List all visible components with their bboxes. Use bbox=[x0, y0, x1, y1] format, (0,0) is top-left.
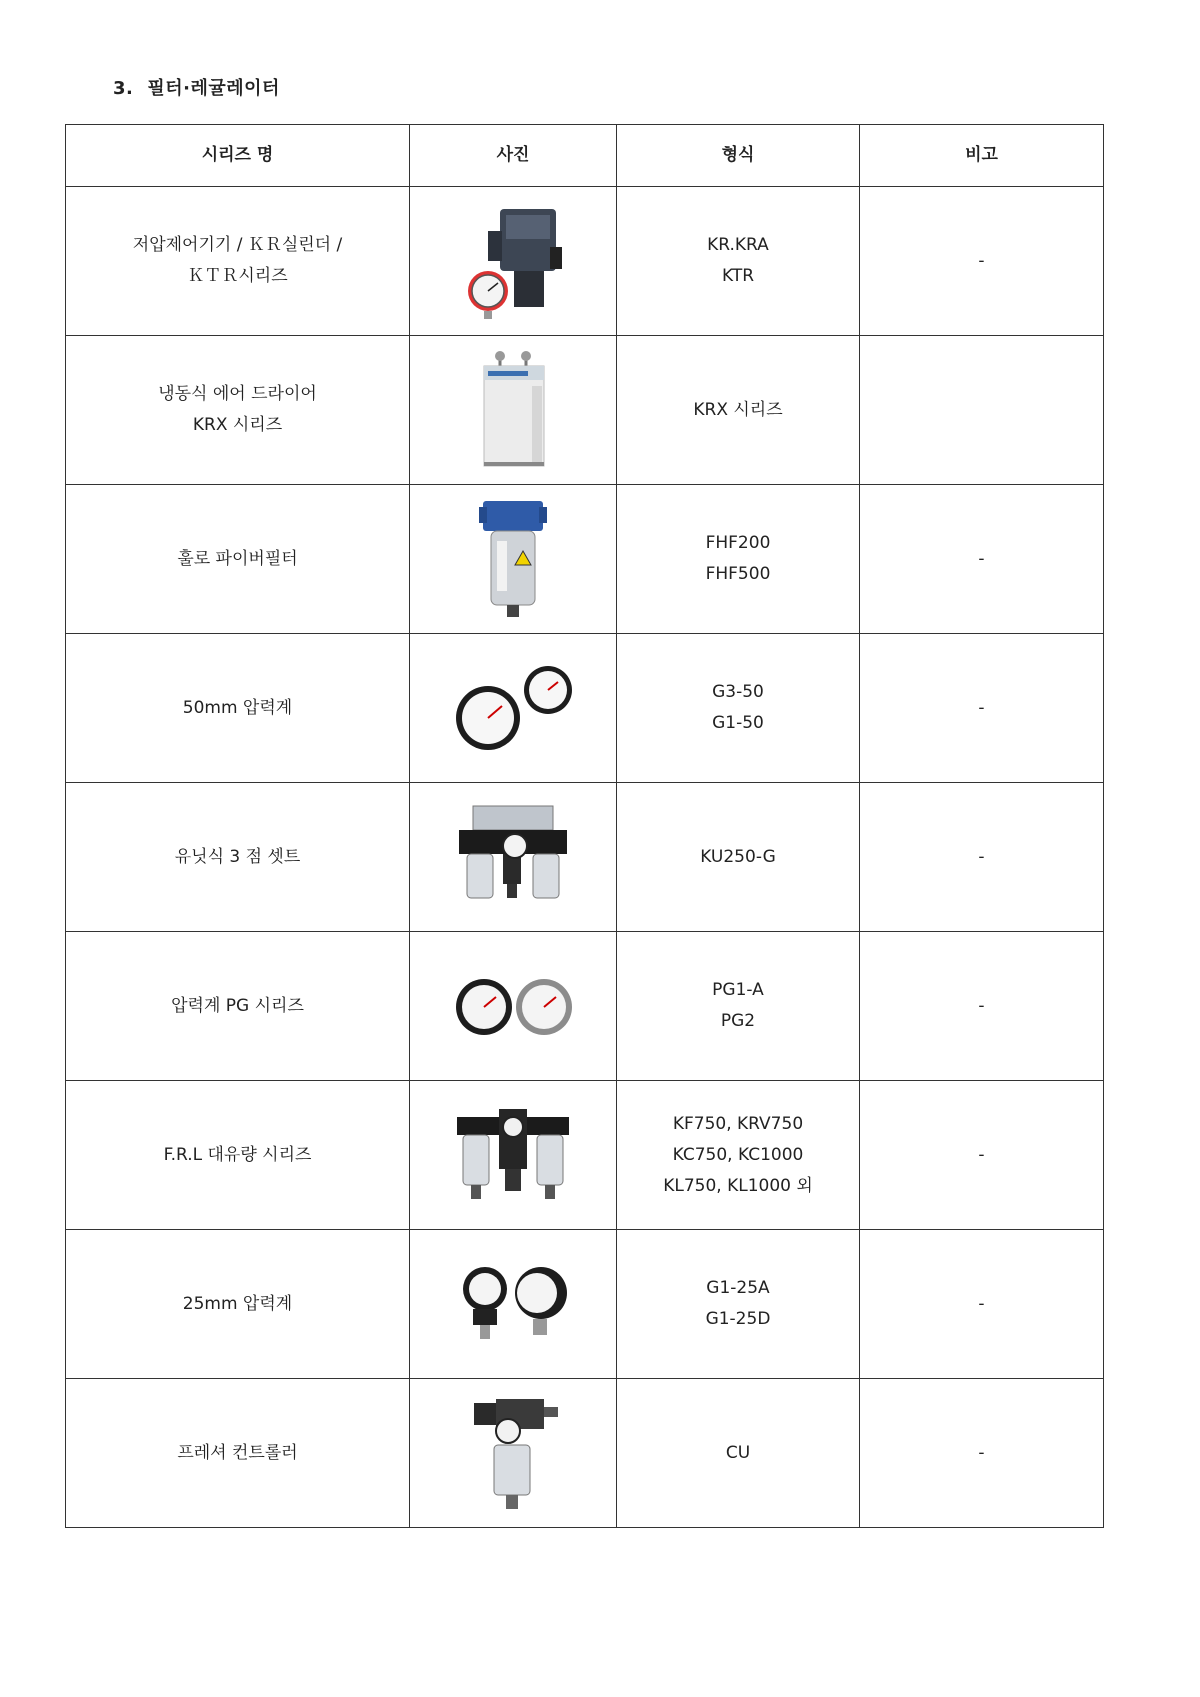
model-line: CU bbox=[725, 1442, 751, 1463]
photo-cell bbox=[410, 1230, 617, 1379]
note-cell: - bbox=[860, 1230, 1104, 1379]
section-number: 3. bbox=[113, 78, 134, 99]
note-cell: - bbox=[860, 783, 1104, 932]
model-line: G1-25A bbox=[706, 1278, 770, 1298]
product-table bbox=[65, 124, 1104, 1528]
model-line: KRX 시리즈 bbox=[693, 399, 783, 420]
header-note: 비고 bbox=[860, 125, 1104, 187]
model-line: PG1-A bbox=[712, 980, 764, 1000]
model-cell bbox=[617, 187, 860, 336]
series-name-cell bbox=[66, 634, 410, 783]
model-cell bbox=[617, 783, 860, 932]
model-line: KC750, KC1000 bbox=[672, 1144, 804, 1165]
model-cell bbox=[617, 1081, 860, 1230]
pressure-controller-photo bbox=[458, 1393, 568, 1513]
model-line: KTR bbox=[721, 266, 755, 286]
table-row bbox=[66, 783, 1104, 932]
series-name-line: 저압제어기기 / ＫＲ실린더 / bbox=[132, 235, 343, 255]
series-name-line: KRX 시리즈 bbox=[192, 415, 283, 435]
model-line: FHF500 bbox=[705, 564, 771, 584]
header-series-name: 시리즈 명 bbox=[66, 125, 410, 187]
section-title: 필터·레귤레이터 bbox=[147, 78, 280, 99]
photo-cell bbox=[410, 634, 617, 783]
table-row bbox=[66, 485, 1104, 634]
pressure-gauge-50mm-photo bbox=[448, 658, 578, 758]
note-cell: - bbox=[860, 485, 1104, 634]
photo-cell bbox=[410, 783, 617, 932]
refrigerated-air-dryer-photo bbox=[468, 350, 558, 470]
model-cell bbox=[617, 1230, 860, 1379]
model-line: KF750, KRV750 bbox=[672, 1113, 804, 1134]
series-name-line: 프레셔 컨트롤러 bbox=[177, 1442, 298, 1463]
table-row bbox=[66, 932, 1104, 1081]
model-line: KU250-G bbox=[700, 846, 776, 867]
table-row bbox=[66, 1230, 1104, 1379]
header-model: 형식 bbox=[617, 125, 860, 187]
series-name-cell bbox=[66, 932, 410, 1081]
series-name-cell bbox=[66, 1081, 410, 1230]
photo-cell bbox=[410, 1081, 617, 1230]
section-heading bbox=[113, 74, 280, 100]
photo-cell bbox=[410, 187, 617, 336]
note-cell bbox=[860, 336, 1104, 485]
model-line: PG2 bbox=[720, 1011, 756, 1031]
series-name-line: 25mm 압력계 bbox=[182, 1293, 293, 1314]
fiber-filter-photo bbox=[473, 497, 553, 621]
series-name-cell bbox=[66, 187, 410, 336]
series-name-line: ＫＴＲ시리즈 bbox=[187, 266, 288, 286]
series-name-line: 압력계 PG 시리즈 bbox=[171, 995, 304, 1016]
table-row bbox=[66, 634, 1104, 783]
model-line: G1-25D bbox=[705, 1309, 771, 1329]
photo-cell bbox=[410, 932, 617, 1081]
note-cell: - bbox=[860, 1379, 1104, 1528]
model-cell bbox=[617, 336, 860, 485]
model-line: KR.KRA bbox=[707, 235, 769, 255]
table-row bbox=[66, 187, 1104, 336]
photo-cell bbox=[410, 485, 617, 634]
table-header-row bbox=[66, 125, 1104, 187]
model-cell bbox=[617, 634, 860, 783]
model-line: G1-50 bbox=[712, 713, 764, 733]
model-line: G3-50 bbox=[712, 682, 764, 702]
header-photo: 사진 bbox=[410, 125, 617, 187]
photo-cell bbox=[410, 1379, 617, 1528]
model-line: FHF200 bbox=[705, 533, 771, 553]
series-name-line: F.R.L 대유량 시리즈 bbox=[163, 1144, 312, 1165]
model-cell bbox=[617, 485, 860, 634]
series-name-cell bbox=[66, 1379, 410, 1528]
table-row bbox=[66, 1379, 1104, 1528]
series-name-line: 훌로 파이버필터 bbox=[177, 548, 298, 569]
low-pressure-controller-photo bbox=[458, 201, 568, 321]
series-name-cell bbox=[66, 783, 410, 932]
model-cell bbox=[617, 1379, 860, 1528]
note-cell: - bbox=[860, 1081, 1104, 1230]
note-cell: - bbox=[860, 634, 1104, 783]
series-name-cell bbox=[66, 336, 410, 485]
series-name-line: 냉동식 에어 드라이어 bbox=[158, 384, 317, 404]
unit-3-point-set-photo bbox=[453, 802, 573, 912]
series-name-cell bbox=[66, 1230, 410, 1379]
frl-high-flow-photo bbox=[453, 1105, 573, 1205]
table-row bbox=[66, 1081, 1104, 1230]
series-name-line: 50mm 압력계 bbox=[182, 697, 293, 718]
series-name-cell bbox=[66, 485, 410, 634]
table-row bbox=[66, 336, 1104, 485]
model-line: KL750, KL1000 외 bbox=[663, 1175, 813, 1196]
model-cell bbox=[617, 932, 860, 1081]
note-cell: - bbox=[860, 187, 1104, 336]
pressure-gauge-25mm-photo bbox=[453, 1259, 573, 1349]
photo-cell bbox=[410, 336, 617, 485]
note-cell: - bbox=[860, 932, 1104, 1081]
series-name-line: 유닛식 3 점 셋트 bbox=[174, 846, 301, 867]
pressure-gauge-pg-photo bbox=[448, 971, 578, 1041]
